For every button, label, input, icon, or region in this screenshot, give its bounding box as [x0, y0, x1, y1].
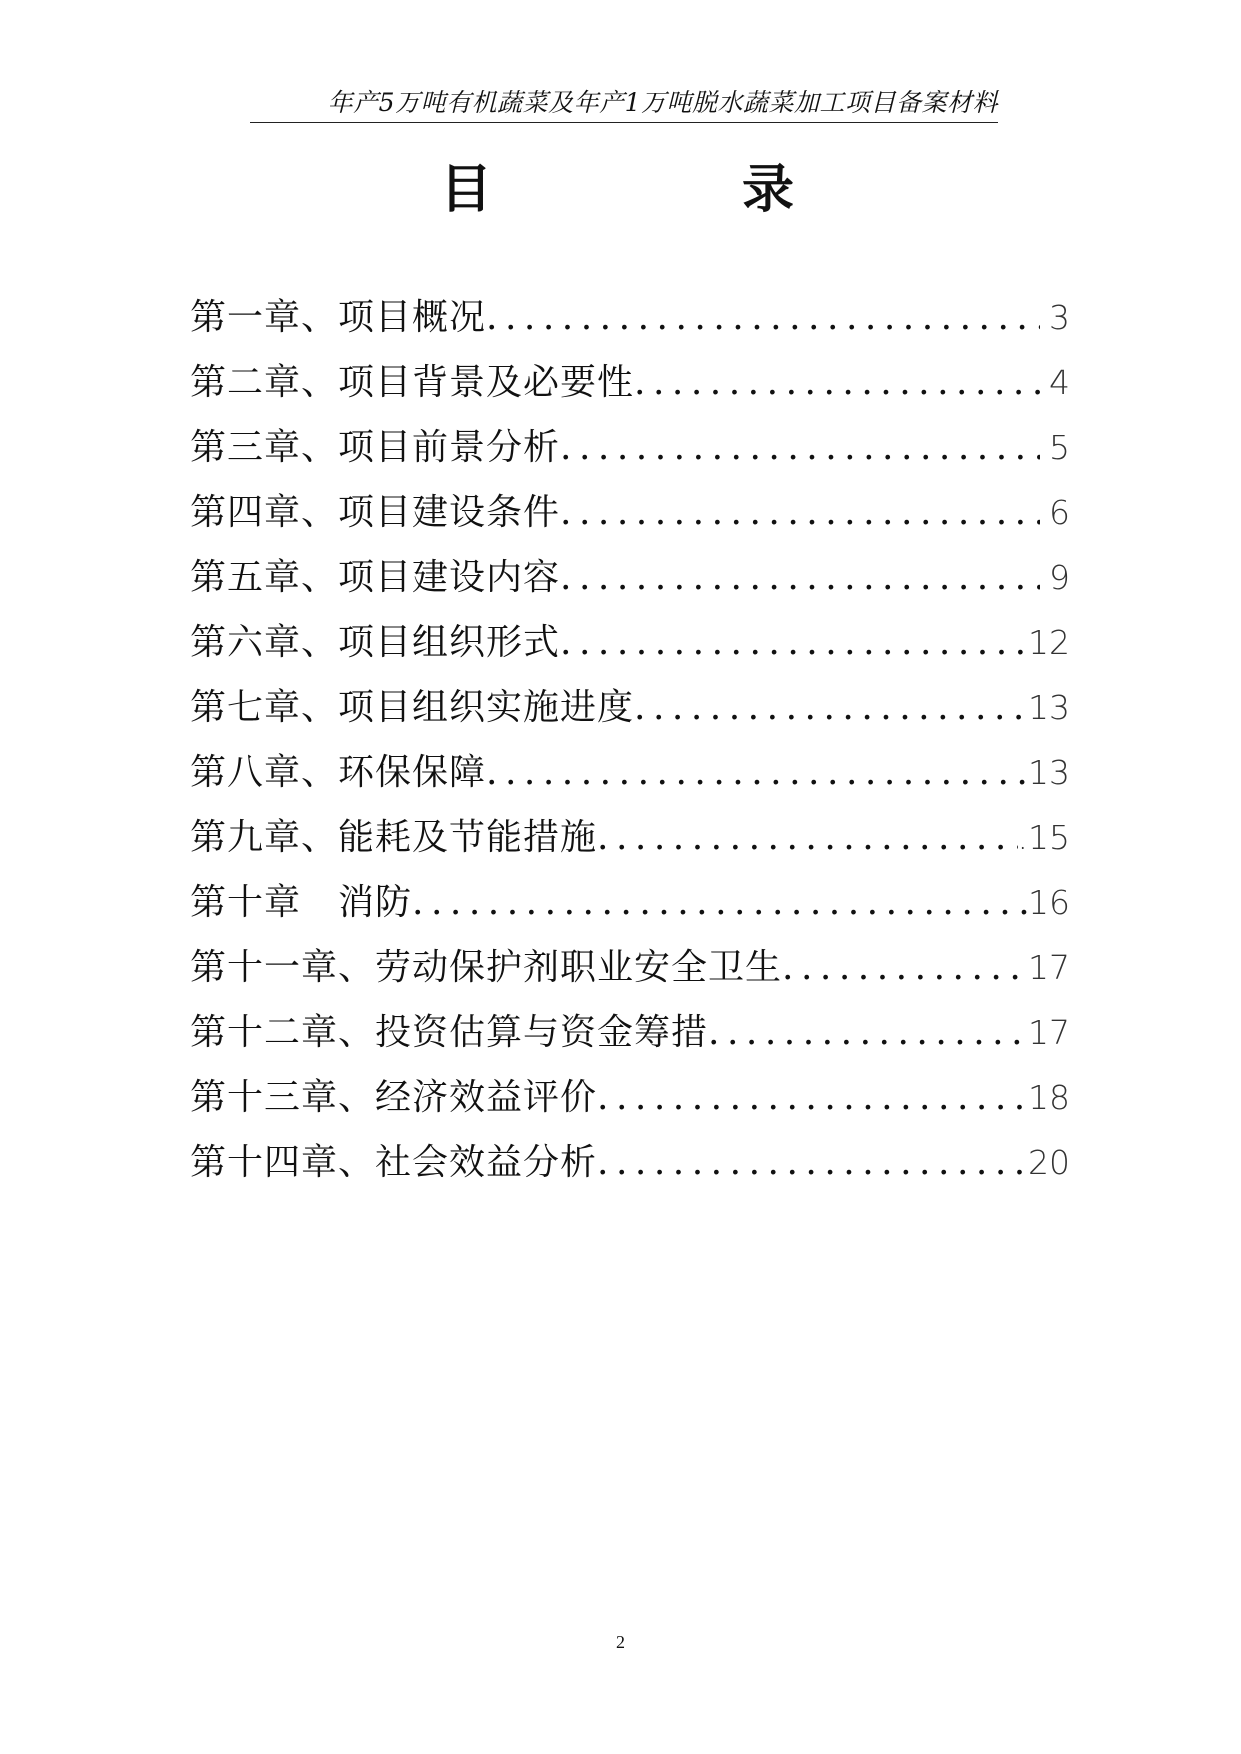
toc-entry-page: 17: [1028, 948, 1070, 987]
toc-entry-label: 第六章、项目组织形式: [190, 622, 561, 663]
toc-entry-page: 16: [1028, 883, 1070, 922]
title-char-2: 录: [742, 160, 795, 220]
toc-dot-leader: [597, 1065, 1028, 1130]
toc-entry[interactable]: [190, 935, 1070, 1000]
toc-entry-page: 18: [1028, 1078, 1070, 1117]
toc-entry-page: 6: [1049, 493, 1070, 532]
toc-entry[interactable]: [190, 675, 1070, 740]
toc-entry[interactable]: [190, 805, 1070, 870]
toc-entry[interactable]: [190, 1130, 1070, 1195]
toc-dot-leader: [560, 610, 1028, 675]
title-char-1: 目: [440, 160, 493, 220]
toc-entry-page: 20: [1028, 1143, 1070, 1182]
toc-dot-leader: [412, 870, 1028, 935]
toc-entry[interactable]: [190, 545, 1070, 610]
toc-entry-label: 第一章、项目概况: [190, 297, 487, 338]
toc-dot-leader: [560, 545, 1040, 610]
toc-entry-label: 第九章、能耗及节能措施: [190, 817, 598, 858]
running-header: 年产5万吨有机蔬菜及年产1万吨脱水蔬菜加工项目备案材料: [250, 86, 998, 123]
toc-entry-label: 第二章、项目背景及必要性: [190, 362, 635, 403]
toc-entry-page: 12: [1028, 623, 1070, 662]
toc-entry-label: 第四章、项目建设条件: [190, 492, 561, 533]
toc-entry[interactable]: [190, 285, 1070, 350]
toc-entry-label: 第八章、环保保障: [190, 752, 487, 793]
toc-dot-leader: [597, 1130, 1028, 1195]
toc-entry-page: 3: [1049, 298, 1070, 337]
toc-entry-page: 13: [1028, 753, 1070, 792]
page-number: 2: [616, 1632, 625, 1652]
toc-entry-label: 第十三章、经济效益评价: [190, 1077, 598, 1118]
toc-entry[interactable]: [190, 1000, 1070, 1065]
toc-entry[interactable]: [190, 480, 1070, 545]
toc-entry[interactable]: [190, 350, 1070, 415]
toc-dot-leader: [486, 285, 1040, 350]
toc-dot-leader: [560, 415, 1040, 480]
toc-entry[interactable]: [190, 740, 1070, 805]
toc-dot-leader: [597, 805, 1018, 870]
toc-entry-label: 第十二章、投资估算与资金筹措: [190, 1012, 709, 1053]
toc-entry-label: 第十章 消防: [190, 882, 413, 923]
toc-entry-label: 第十一章、劳动保护剂职业安全卫生: [190, 947, 783, 988]
toc-dot-leader: [634, 350, 1040, 415]
toc-dot-leader: [486, 740, 1028, 805]
toc-entry-label: 第三章、项目前景分析: [190, 427, 561, 468]
toc-entry[interactable]: [190, 610, 1070, 675]
toc-entry-label: 第七章、项目组织实施进度: [190, 687, 635, 728]
toc-entry[interactable]: [190, 1065, 1070, 1130]
table-of-contents: [190, 285, 1070, 1195]
toc-dot-leader: [560, 480, 1040, 545]
toc-dot-leader: [708, 1000, 1028, 1065]
toc-dot-leader: [634, 675, 1028, 740]
toc-entry-page: 4: [1049, 363, 1070, 402]
toc-entry-page: 13: [1028, 688, 1070, 727]
toc-entry-page: 17: [1028, 1013, 1070, 1052]
toc-entry[interactable]: [190, 870, 1070, 935]
page-title: [0, 150, 1241, 230]
toc-entry-page: 5: [1049, 428, 1070, 467]
toc-entry-label: 第十四章、社会效益分析: [190, 1142, 598, 1183]
toc-entry-label: 第五章、项目建设内容: [190, 557, 561, 598]
toc-entry-page: .15: [1017, 818, 1070, 857]
toc-entry[interactable]: [190, 415, 1070, 480]
toc-entry-page: 9: [1049, 558, 1070, 597]
toc-dot-leader: [782, 935, 1028, 1000]
